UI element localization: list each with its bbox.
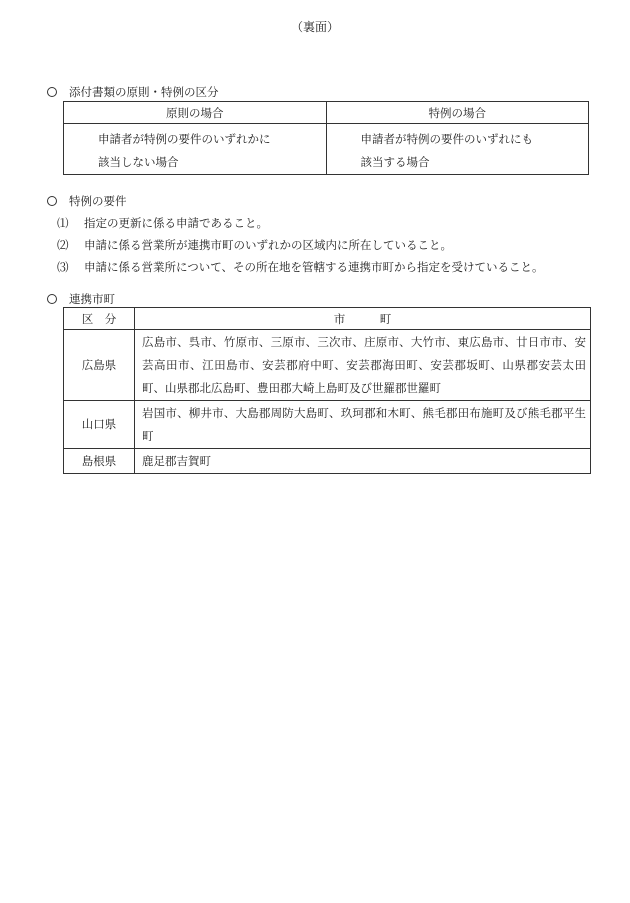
- section-title: 添付書類の原則・特例の区分: [69, 85, 219, 99]
- requirement-number: ⑵: [57, 238, 69, 252]
- requirement-text: 申請に係る営業所が連携市町のいずれかの区域内に所在していること。: [84, 238, 452, 252]
- municipalities-cell: 岩国市、柳井市、大島郡周防大島町、玖珂郡和木町、熊毛郡田布施町及び熊毛郡平生町: [135, 401, 591, 449]
- cell-line: 申請者が特例の要件のいずれかに: [98, 132, 271, 146]
- circle-bullet-icon: [47, 294, 57, 304]
- section-title: 連携市町: [69, 292, 115, 306]
- principle-cell: [64, 124, 327, 175]
- municipalities-cell: 広島市、呉市、竹原市、三原市、三次市、庄原市、大竹市、東広島市、廿日市市、安芸高田市、江田島市、安芸郡府中町、安芸郡海田町、安芸郡坂町、山県郡安芸太田町、山県郡北広島町、豊田郡大崎上島町及び世羅郡世羅町: [135, 330, 591, 401]
- municipalities-table: [63, 307, 591, 474]
- exception-cell: [326, 124, 589, 175]
- cell-line: 申請者が特例の要件のいずれにも: [360, 132, 533, 146]
- cell-line: 該当する場合: [360, 155, 430, 169]
- column-header-principle: 原則の場合: [64, 102, 327, 124]
- requirement-item: [57, 259, 544, 275]
- circle-bullet-icon: [47, 87, 57, 97]
- table-row: [64, 401, 591, 449]
- municipalities-cell: 鹿足郡吉賀町: [135, 449, 591, 474]
- cell-line: 該当しない場合: [98, 155, 179, 169]
- column-header-exception: 特例の場合: [326, 102, 589, 124]
- requirement-number: ⑶: [57, 260, 69, 274]
- circle-bullet-icon: [47, 196, 57, 206]
- column-header-municipalities: 市 町: [135, 308, 591, 330]
- table-row: [64, 330, 591, 401]
- requirement-text: 申請に係る営業所について、その所在地を管轄する連携市町から指定を受けていること。: [84, 260, 544, 274]
- requirement-item: [57, 215, 268, 231]
- section-exception-requirements: [47, 193, 127, 209]
- requirement-text: 指定の更新に係る申請であること。: [84, 216, 268, 230]
- classification-table: [63, 101, 589, 175]
- section-partner-municipalities: [47, 291, 115, 307]
- section-title: 特例の要件: [69, 194, 127, 208]
- column-header-category: 区 分: [64, 308, 135, 330]
- requirement-number: ⑴: [57, 216, 69, 230]
- prefecture-cell: 島根県: [64, 449, 135, 474]
- prefecture-cell: 山口県: [64, 401, 135, 449]
- prefecture-cell: 広島県: [64, 330, 135, 401]
- table-row: [64, 449, 591, 474]
- section-attachment-classification: [47, 84, 219, 100]
- page-header: （裏面）: [290, 20, 339, 34]
- requirement-item: [57, 237, 452, 253]
